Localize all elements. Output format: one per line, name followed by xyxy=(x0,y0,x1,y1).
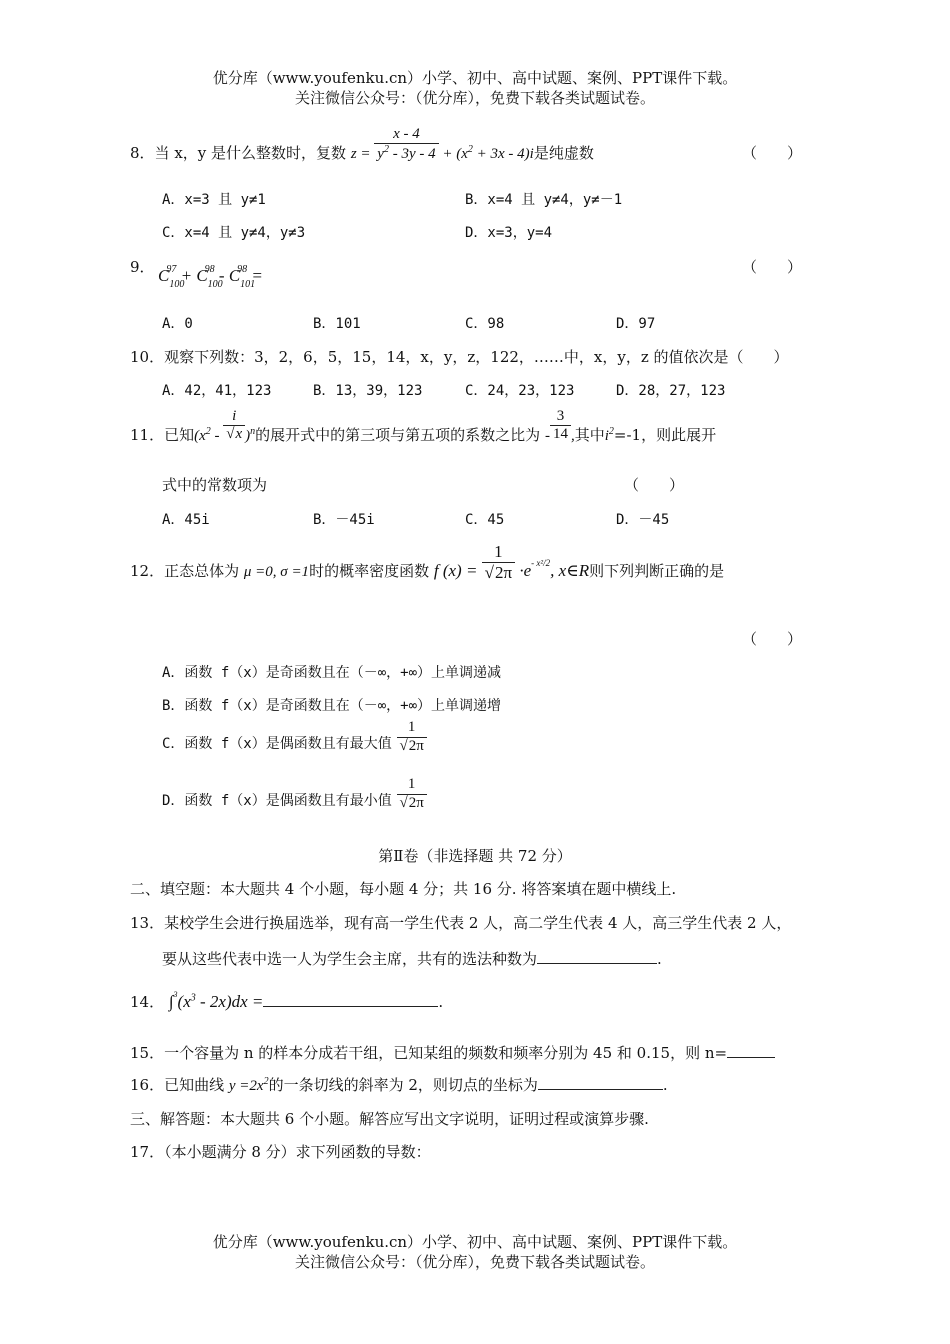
q12-option-b: B．函数 f（x）是奇函数且在（－∞，+∞）上单调递增 xyxy=(162,698,501,714)
footer-line-2: 关注微信公众号：（优分库），免费下载各类试题试卷。 xyxy=(294,1253,655,1271)
q12-answer-paren: （ ） xyxy=(742,630,803,648)
q11-text-c: 其中 xyxy=(574,426,605,444)
q13-period: . xyxy=(657,950,662,968)
q11-number: 11． xyxy=(130,426,165,444)
q11-line-2: 式中的常数项为 xyxy=(162,476,268,494)
q9-option-b: B．101 xyxy=(313,316,361,332)
q16-answer-blank xyxy=(538,1075,663,1090)
q11-i-squared: $i^2$ xyxy=(604,426,614,444)
q16-text-b: 的一条切线的斜率为 2，则切点的坐标为 xyxy=(268,1076,538,1094)
q11-binomial: ($x^2$ - $\frac{i}{√x}$ )$^n$ xyxy=(194,407,256,444)
header-line-2: 关注微信公众号：（优分库），免费下载各类试题试卷。 xyxy=(294,89,655,107)
question-13-line-2 xyxy=(162,948,662,969)
q8-option-d: D．x=3，y=4 xyxy=(465,225,553,241)
q10-option-b: B．13，39，123 xyxy=(313,383,423,399)
q12-text-c: 则下列判断正确的是 xyxy=(589,562,725,580)
q10-option-a: A．42，41，123 xyxy=(162,383,272,399)
q12-option-d-row xyxy=(162,776,427,812)
q11-answer-paren: （ ） xyxy=(624,476,685,494)
q8-option-a: A．x=3 且 y≠1 xyxy=(162,192,266,208)
q11-option-a: A．45i xyxy=(162,512,210,528)
q15-text: 15．一个容量为 n 的样本分成若干组，已知某组的频数和频率分别为 45 和 0.15，则 n= xyxy=(130,1044,728,1062)
q15-answer-blank xyxy=(727,1043,775,1058)
question-8 xyxy=(130,125,594,163)
q12-number: 12． xyxy=(130,562,165,580)
q9-formula: $C_{100}^{97} + C_{100}^{98} - C_{101}^{98}$ = xyxy=(158,264,263,290)
question-15 xyxy=(130,1042,775,1063)
q11-option-b: B．－45i xyxy=(313,512,375,528)
q13-answer-blank xyxy=(537,949,657,964)
section-2-heading: 二、填空题：本大题共 4 个小题，每小题 4 分；共 16 分. 将答案填在题中横线上. xyxy=(130,880,677,898)
q16-period: . xyxy=(662,1076,668,1094)
q10-option-d: D．28，27，123 xyxy=(616,383,726,399)
q16-curve-formula: $y =2x^2$ xyxy=(228,1076,269,1094)
q12-parameters: μ =0, σ =1 xyxy=(243,564,310,580)
question-11 xyxy=(130,407,717,445)
q12-text-a: 正态总体为 xyxy=(164,562,240,580)
q11-ratio: - $\frac{3}{14}$ , xyxy=(544,407,575,444)
question-10: 10．观察下列数：3，2，6，5，15，14，x，y，z，122，……中，x，y，z 的值依次是（ ） xyxy=(130,348,789,366)
q9-option-d: D．97 xyxy=(616,316,656,332)
q10-option-c: C．24，23，123 xyxy=(465,383,575,399)
q16-text-a: 16．已知曲线 xyxy=(130,1076,225,1094)
q11-text-a: 已知 xyxy=(164,426,195,444)
q12-density-formula: f (x) = $\frac{1}{√2\pi}$ $\cdot e^{- x^2/2}$, x∈R xyxy=(433,542,590,582)
q12-option-a: A．函数 f（x）是奇函数且在（－∞，+∞）上单调递减 xyxy=(162,665,501,681)
question-14 xyxy=(130,990,443,1012)
question-13-line-1: 13．某校学生会进行换届选举，现有高一学生代表 2 人，高二学生代表 4 人，高三学生代表 2 人， xyxy=(130,914,792,932)
q11-option-c: C．45 xyxy=(465,512,505,528)
q9-number: 9． xyxy=(130,258,155,276)
footer-line-1: 优分库（www.youfenku.cn）小学、初中、高中试题、案例、PPT课件下载。 xyxy=(212,1233,738,1251)
q8-text-a: 当 x，y 是什么整数时，复数 xyxy=(154,144,347,162)
q14-period: . xyxy=(438,993,444,1011)
q11-text-b: 的展开式中的第三项与第五项的系数之比为 xyxy=(255,426,541,444)
q13-text: 要从这些代表中选一人为学生会主席，共有的选法种数为 xyxy=(162,950,538,968)
question-12 xyxy=(130,542,725,582)
q11-text-d: =-1，则此展开 xyxy=(613,426,717,444)
q8-number: 8． xyxy=(130,144,155,162)
section-3-heading: 三、解答题：本大题共 6 个小题。解答应写出文字说明，证明过程或演算步骤. xyxy=(130,1110,649,1128)
q8-answer-paren: （ ） xyxy=(742,144,803,162)
q14-number: 14． xyxy=(130,993,165,1011)
q8-text-b: 是纯虚数 xyxy=(533,144,594,162)
q8-option-b: B．x=4 且 y≠4，y≠－1 xyxy=(465,192,623,208)
q11-option-d: D．－45 xyxy=(616,512,670,528)
q14-answer-blank xyxy=(263,992,438,1007)
q12-option-c-fraction: $\frac{1}{√2\pi}$ xyxy=(397,719,427,755)
q8-formula: z = $\frac{x - 4}{y^2 - 3y - 4}$ + $(x^2 + 3x - 4)i$ xyxy=(350,125,534,163)
header-line-1: 优分库（www.youfenku.cn）小学、初中、高中试题、案例、PPT课件下载。 xyxy=(212,69,738,87)
q14-integral: $\int^3(x^3 - 2x)dx$ = xyxy=(168,990,264,1011)
q12-option-c-row xyxy=(162,719,427,755)
q9-option-a: A．0 xyxy=(162,316,193,332)
q9-option-c: C．98 xyxy=(465,316,505,332)
q12-option-d-fraction: $\frac{1}{√2\pi}$ xyxy=(397,776,427,812)
part-2-title: 第Ⅱ卷（非选择题 共 72 分） xyxy=(378,847,572,865)
question-17: 17．（本小题满分 8 分）求下列函数的导数： xyxy=(130,1143,431,1161)
q8-option-c: C．x=4 且 y≠4，y≠3 xyxy=(162,225,306,241)
q12-option-d: D．函数 f（x）是偶函数且有最小值 xyxy=(162,793,392,809)
question-16 xyxy=(130,1074,668,1095)
q9-answer-paren: （ ） xyxy=(742,258,803,276)
q12-option-c: C．函数 f（x）是偶函数且有最大值 xyxy=(162,736,392,752)
q12-text-b: 时的概率密度函数 xyxy=(309,562,430,580)
